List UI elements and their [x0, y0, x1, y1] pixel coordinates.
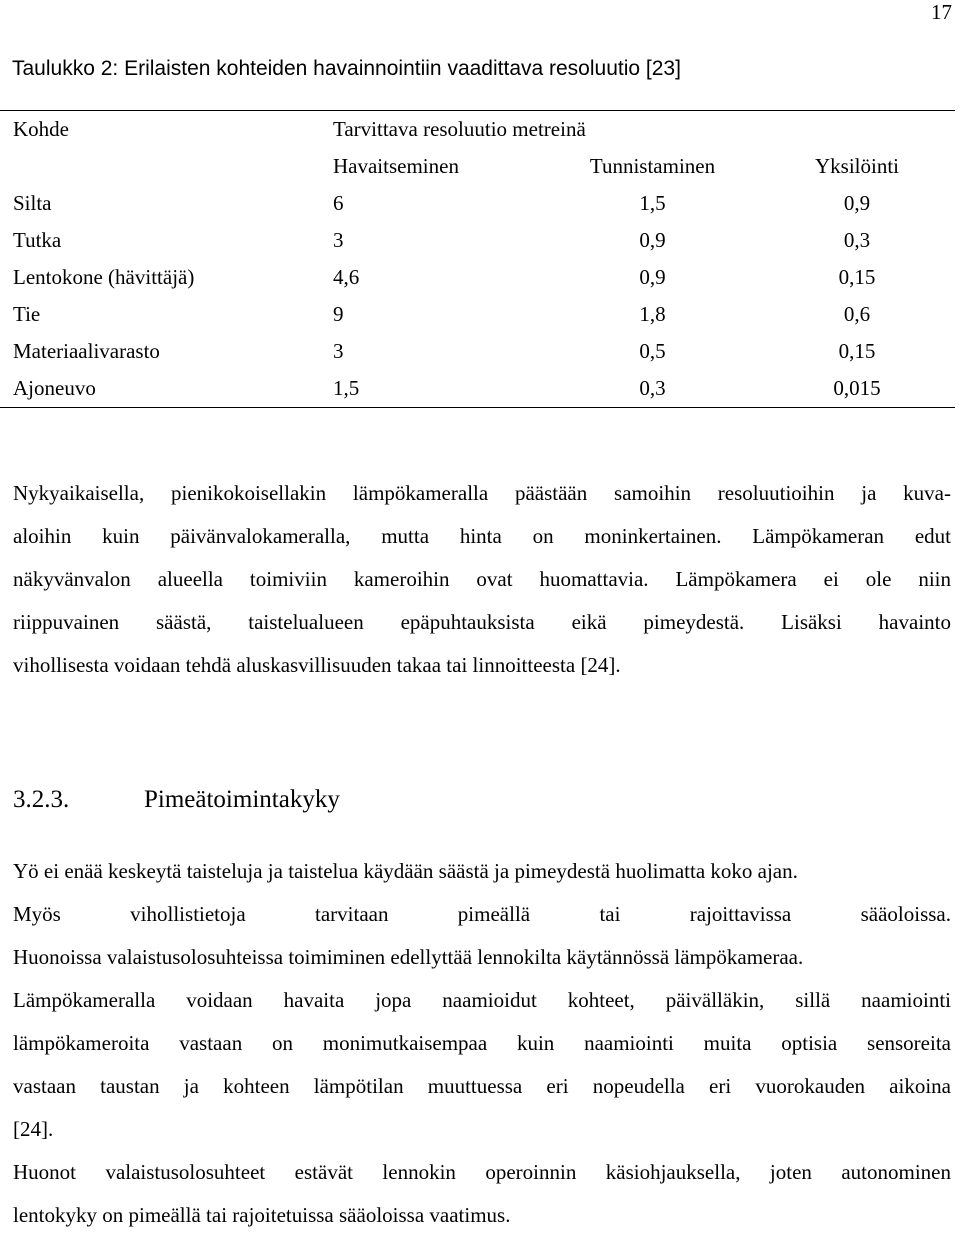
- text-line: näkyvänvalon alueella toimiviin kameroihin ovat huomattavia. Lämpökamera ei ole niin: [13, 567, 951, 591]
- cell-yksilointi: 0,15: [838, 339, 876, 363]
- column-group-header: Tarvittava resoluutio metreinä: [333, 111, 955, 149]
- table-caption: Taulukko 2: Erilaisten kohteiden havainnointiin vaadittava resoluutio [23]: [12, 57, 681, 80]
- cell-kohde: Ajoneuvo: [0, 370, 333, 408]
- text-line: riippuvainen säästä, taistelualueen epäpuhtauksista eikä pimeydestä. Lisäksi havainto: [13, 610, 951, 634]
- text-line: aloihin kuin päivänvalokameralla, mutta hinta on moninkertainen. Lämpökameran edut: [13, 524, 951, 548]
- cell-havaitseminen: 3: [333, 339, 344, 363]
- text-line: Huonot valaistusolosuhteet estävät lennokin operoinnin käsiohjauksella, joten autonominen: [13, 1160, 951, 1184]
- table-row: [0, 296, 955, 333]
- section-number: 3.2.3.: [13, 786, 70, 813]
- cell-yksilointi: 0,6: [843, 302, 871, 326]
- text-line: Nykyaikaisella, pienikokoisellakin lämpökameralla päästään samoihin resoluutioihin ja kuva-: [13, 481, 951, 505]
- table-row: [0, 259, 955, 296]
- page-number: 17: [931, 0, 952, 24]
- text-line: Myös vihollistietoja tarvitaan pimeällä tai rajoittavissa sääoloissa.: [13, 902, 951, 926]
- paragraph-autonomous-flight: [13, 1151, 951, 1237]
- cell-kohde: Silta: [13, 191, 52, 215]
- section-title: Pimeätoimintakyky: [144, 786, 340, 813]
- paragraph-night-operations: [13, 850, 951, 1151]
- table-row: [0, 333, 955, 370]
- section-heading: [13, 778, 340, 821]
- text-line: vihollisesta voidaan tehdä aluskasvillisuuden takaa tai linnoitteesta [24].: [13, 653, 621, 677]
- cell-kohde: Materiaalivarasto: [13, 339, 160, 363]
- cell-kohde: Tutka: [13, 228, 62, 252]
- cell-yksilointi: 0,3: [843, 228, 871, 252]
- table-row: [0, 370, 955, 408]
- cell-havaitseminen: 1,5: [333, 370, 546, 408]
- text-line: lämpökameroita vastaan on monimutkaisempaa kuin naamiointi muita optisia sensoreita: [13, 1031, 951, 1055]
- paragraph-thermal-cameras: [13, 472, 951, 687]
- text-line: Yö ei enää keskeytä taisteluja ja taistelua käydään säästä ja pimeydestä huolimatta koko ajan.: [13, 859, 798, 883]
- subheader-yksilointi: Yksilöinti: [814, 154, 899, 178]
- cell-kohde: Tie: [13, 302, 41, 326]
- text-line: lentokyky on pimeällä tai rajoitetuissa sääoloissa vaatimus.: [13, 1203, 511, 1227]
- cell-kohde: Lentokone (hävittäjä): [13, 265, 195, 289]
- cell-havaitseminen: 9: [333, 302, 344, 326]
- resolution-table: [0, 110, 955, 408]
- cell-havaitseminen: 4,6: [333, 265, 360, 289]
- cell-yksilointi: 0,015: [759, 370, 955, 408]
- cell-tunnistaminen: 0,9: [639, 228, 666, 252]
- table-row: [0, 185, 955, 222]
- table-row: [0, 222, 955, 259]
- text-line: [24].: [13, 1117, 54, 1141]
- text-line: Huonoissa valaistusolosuhteissa toimiminen edellyttää lennokilta käytännössä lämpökameraa.: [13, 945, 804, 969]
- cell-tunnistaminen: 0,5: [639, 339, 666, 363]
- cell-tunnistaminen: 1,8: [639, 302, 666, 326]
- text-line: vastaan taustan ja kohteen lämpötilan muuttuessa eri nopeudella eri vuorokauden aikoina: [13, 1074, 951, 1098]
- cell-havaitseminen: 3: [333, 228, 344, 252]
- cell-havaitseminen: 6: [333, 191, 344, 215]
- subheader-tunnistaminen: Tunnistaminen: [589, 154, 716, 178]
- cell-yksilointi: 0,9: [843, 191, 871, 215]
- subheader-havaitseminen: Havaitseminen: [333, 154, 459, 178]
- cell-tunnistaminen: 1,5: [639, 191, 666, 215]
- cell-tunnistaminen: 0,9: [639, 265, 666, 289]
- text-line: Lämpökameralla voidaan havaita jopa naamioidut kohteet, päivälläkin, sillä naamiointi: [13, 988, 951, 1012]
- cell-tunnistaminen: 0,3: [546, 370, 759, 408]
- table-subheader-row: [0, 148, 955, 185]
- column-header-kohde: Kohde: [0, 111, 333, 149]
- cell-yksilointi: 0,15: [838, 265, 876, 289]
- table-header-row: [0, 111, 955, 149]
